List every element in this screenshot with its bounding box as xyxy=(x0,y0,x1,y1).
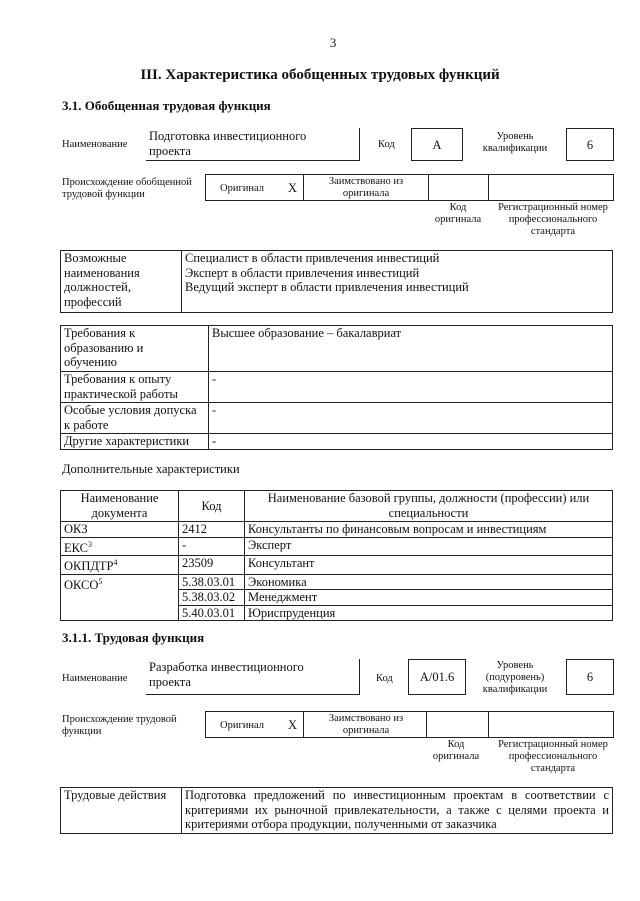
doc-name: ОКЗ xyxy=(64,522,88,536)
header-line: Наименование xyxy=(80,491,159,505)
footnote-mark: 3 xyxy=(88,539,92,549)
reg-number-label xyxy=(492,202,614,238)
code-cell: 5.38.03.01 xyxy=(179,574,245,590)
original-label: Оригинал xyxy=(220,183,264,194)
section-title: 3.1. Обобщенная трудовая функция xyxy=(62,98,271,113)
level-label xyxy=(478,131,552,155)
action-line: критериями их рыночной привлекательности, а также с целями проекта и xyxy=(185,802,609,817)
header-line: Наименование базовой группы, должности (профессии) или xyxy=(267,491,590,505)
req-label-line: практической работы xyxy=(64,386,178,401)
req-label-line: обучению xyxy=(64,355,117,369)
origin-label xyxy=(62,714,177,738)
name-cell: Менеджмент xyxy=(245,590,613,606)
code-cell: 5.38.03.02 xyxy=(179,590,245,606)
label-line: наименования xyxy=(64,265,140,280)
doc-cell xyxy=(61,556,179,575)
code-value: А/01.6 xyxy=(419,670,455,684)
table-row xyxy=(61,788,613,834)
table-row xyxy=(61,522,613,538)
doc-name: ОКПДТР xyxy=(64,559,114,574)
code-cell: 5.40.03.01 xyxy=(179,605,245,621)
borrowed-label-line: оригинала xyxy=(342,188,390,199)
table-row xyxy=(61,326,613,372)
req-label-line: Требования к xyxy=(64,326,136,340)
level-box xyxy=(566,659,614,695)
name-cell: Эксперт xyxy=(245,537,613,556)
doc-cell xyxy=(61,574,179,621)
origin-label-line: Происхождение трудовой xyxy=(62,714,177,725)
doc-cell xyxy=(61,537,179,556)
level-value: 6 xyxy=(586,138,594,152)
req-value: - xyxy=(209,372,613,403)
table-row xyxy=(61,434,613,450)
name-value-line: Подготовка инвестиционного xyxy=(149,129,307,143)
action-line: критериями отбора продукции, полученными от заказчика xyxy=(185,817,497,831)
req-label xyxy=(61,403,209,434)
header-doc xyxy=(61,491,179,522)
code-orig-line: Код xyxy=(447,739,465,750)
divider xyxy=(488,175,489,200)
subsection-title: 3.1.1. Трудовая функция xyxy=(62,630,205,645)
footnote-mark: 4 xyxy=(113,558,118,568)
code-value: А xyxy=(432,138,442,152)
origin-label xyxy=(62,177,192,201)
level-label-line: квалификации xyxy=(482,143,548,154)
position-item: Ведущий эксперт в области привлечения инвестиций xyxy=(185,280,469,294)
reg-line: профессионального xyxy=(508,214,598,225)
name-value-line: проекта xyxy=(149,675,191,689)
name-label: Наименование xyxy=(62,139,128,150)
name-value-line: проекта xyxy=(149,144,191,158)
doc-name: ЕКС xyxy=(64,540,88,555)
actions-value xyxy=(182,788,613,834)
code-cell: 23509 xyxy=(179,556,245,575)
req-label: Другие характеристики xyxy=(61,434,209,450)
code-orig-label xyxy=(428,202,488,226)
label-line: профессий xyxy=(64,294,122,309)
borrowed-label-line: оригинала xyxy=(342,725,390,736)
original-mark: X xyxy=(288,718,298,732)
table-row xyxy=(61,372,613,403)
code-cell: 2412 xyxy=(179,522,245,538)
additional-table xyxy=(60,490,613,621)
level-label xyxy=(476,660,554,696)
reg-number-label xyxy=(492,739,614,775)
positions-table xyxy=(60,250,613,313)
divider xyxy=(488,712,489,737)
action-line: Подготовка предложений по инвестиционным проектам в соответствии с xyxy=(185,788,609,802)
name-cell: Экономика xyxy=(245,574,613,590)
doc-name: ОКСО xyxy=(64,577,99,592)
req-label-line: Требования к опыту xyxy=(64,372,172,386)
borrowed-label xyxy=(304,176,428,200)
positions-values xyxy=(182,251,613,313)
code-orig-line: Код xyxy=(449,202,467,213)
table-row xyxy=(61,403,613,434)
name-box xyxy=(146,128,360,161)
req-label-line: образованию и xyxy=(64,340,144,355)
req-value: - xyxy=(209,434,613,450)
position-item: Специалист в области привлечения инвестиций xyxy=(185,251,440,265)
level-label-line: (подуровень) xyxy=(485,672,545,683)
table-row xyxy=(61,574,613,590)
code-box xyxy=(408,659,466,695)
code-cell: - xyxy=(179,537,245,556)
table-header-row xyxy=(61,491,613,522)
label-line: должностей, xyxy=(64,280,131,294)
reg-line: стандарта xyxy=(530,763,576,774)
labor-actions-table xyxy=(60,787,613,834)
reg-line: Регистрационный номер xyxy=(498,739,608,750)
code-label: Код xyxy=(378,139,395,150)
req-label xyxy=(61,372,209,403)
reg-line: стандарта xyxy=(530,226,576,237)
level-label-line: квалификации xyxy=(482,684,548,695)
level-box xyxy=(566,128,614,161)
doc-cell xyxy=(61,522,179,538)
name-value-line: Разработка инвестиционного xyxy=(149,660,304,674)
original-mark: X xyxy=(288,181,298,195)
positions-label xyxy=(61,251,182,313)
level-value: 6 xyxy=(586,670,594,684)
header-line: специальности xyxy=(388,505,469,520)
origin-grid xyxy=(205,174,614,201)
divider xyxy=(428,175,429,200)
header-line: документа xyxy=(91,505,148,520)
table-row xyxy=(61,537,613,556)
page-title: III. Характеристика обобщенных трудовых функций xyxy=(140,67,500,83)
name-label: Наименование xyxy=(62,673,128,684)
name-cell: Консультанты по финансовым вопросам и инвестициям xyxy=(245,522,613,538)
header-code: Код xyxy=(179,491,245,522)
divider xyxy=(426,712,427,737)
borrowed-label xyxy=(304,713,428,737)
req-value: - xyxy=(209,403,613,434)
original-label: Оригинал xyxy=(220,720,264,731)
origin-label-line: функции xyxy=(62,726,102,737)
level-label-line: Уровень xyxy=(496,131,534,142)
code-box xyxy=(411,128,463,161)
header-name xyxy=(245,491,613,522)
origin-label-line: трудовой функции xyxy=(62,189,145,200)
req-value: Высшее образование – бакалавриат xyxy=(209,326,613,372)
footnote-mark: 5 xyxy=(98,576,103,586)
borrowed-label-line: Заимствовано из xyxy=(328,176,404,187)
actions-label: Трудовые действия xyxy=(61,788,182,834)
code-orig-line: оригинала xyxy=(434,214,482,225)
req-label xyxy=(61,326,209,372)
code-orig-label xyxy=(426,739,486,763)
origin-grid xyxy=(205,711,614,738)
reg-line: профессионального xyxy=(508,751,598,762)
borrowed-label-line: Заимствовано из xyxy=(328,713,404,724)
additional-title: Дополнительные характеристики xyxy=(62,462,240,476)
name-cell: Юриспруденция xyxy=(245,605,613,621)
req-label-line: к работе xyxy=(64,417,109,432)
requirements-table xyxy=(60,325,613,450)
reg-line: Регистрационный номер xyxy=(498,202,608,213)
code-label: Код xyxy=(376,673,393,684)
level-label-line: Уровень xyxy=(496,660,534,671)
origin-label-line: Происхождение обобщенной xyxy=(62,177,192,188)
table-row xyxy=(61,556,613,575)
label-line: Возможные xyxy=(64,251,127,265)
name-cell: Консультант xyxy=(245,556,613,575)
name-box xyxy=(146,659,360,695)
position-item: Эксперт в области привлечения инвестиций xyxy=(185,265,420,280)
page-number: 3 xyxy=(330,36,337,50)
req-label-line: Особые условия допуска xyxy=(64,403,197,417)
code-orig-line: оригинала xyxy=(432,751,480,762)
